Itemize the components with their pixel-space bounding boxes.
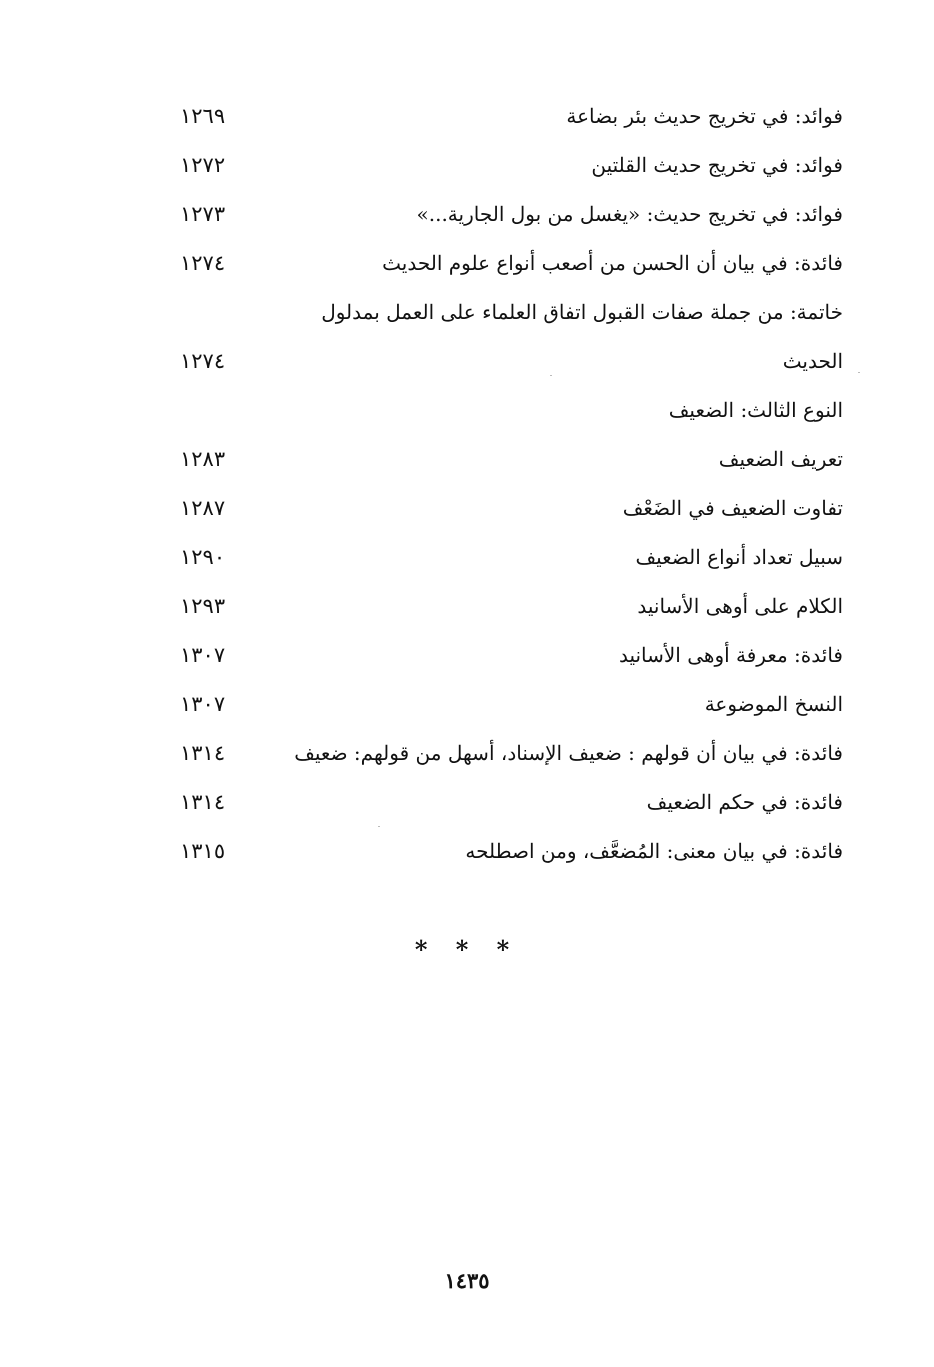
toc-entry-page: ١٣١٤ bbox=[180, 790, 226, 814]
page-number: ١٤٣٥ bbox=[444, 1268, 490, 1293]
scan-speck bbox=[550, 375, 552, 376]
toc-entry-title: الكلام على أوهى الأسانيد bbox=[637, 594, 843, 618]
toc-entry-page: ١٣١٥ bbox=[180, 839, 226, 863]
toc-entry bbox=[180, 731, 843, 780]
toc-entry-title: سبيل تعداد أنواع الضعيف bbox=[635, 545, 843, 569]
toc-entry-title: فائدة: في بيان أن الحسن من أصعب أنواع علوم الحديث bbox=[382, 251, 843, 275]
toc-entry-page: ١٣١٤ bbox=[180, 741, 226, 765]
toc-entry-page: ١٢٧٣ bbox=[180, 202, 226, 226]
toc-entry bbox=[180, 143, 843, 192]
toc-section-heading bbox=[180, 388, 843, 437]
toc-entry-title: تعريف الضعيف bbox=[718, 447, 843, 471]
toc-entry bbox=[180, 486, 843, 535]
scan-speck bbox=[378, 826, 380, 827]
toc-entry bbox=[180, 633, 843, 682]
toc-entry-page: ١٢٩٣ bbox=[180, 594, 226, 618]
toc-entry-title: النسخ الموضوعة bbox=[704, 692, 843, 716]
toc-entry bbox=[180, 339, 843, 388]
toc-entry-page: ١٣٠٧ bbox=[180, 692, 226, 716]
table-of-contents bbox=[180, 94, 843, 878]
toc-entry bbox=[180, 241, 843, 290]
toc-entry bbox=[180, 682, 843, 731]
toc-entry bbox=[180, 584, 843, 633]
toc-entry-title: الحديث bbox=[782, 349, 843, 373]
toc-entry-title: فائدة: في حكم الضعيف bbox=[646, 790, 843, 814]
scan-speck bbox=[858, 372, 860, 373]
toc-entry-title: فائدة: معرفة أوهى الأسانيد bbox=[618, 643, 843, 667]
toc-entry bbox=[180, 535, 843, 584]
toc-entry-title: فوائد: في تخريج حديث: «يغسل من بول الجارية...» bbox=[416, 202, 843, 226]
toc-entry-page: ١٢٧٤ bbox=[180, 251, 226, 275]
toc-entry bbox=[180, 290, 843, 339]
toc-entry-title: تفاوت الضعيف في الضَعْف bbox=[622, 496, 843, 520]
toc-entry bbox=[180, 780, 843, 829]
toc-entry bbox=[180, 437, 843, 486]
toc-entry bbox=[180, 192, 843, 241]
toc-entry-title: فوائد: في تخريج حديث القلتين bbox=[591, 153, 843, 177]
toc-entry-page: ١٣٠٧ bbox=[180, 643, 226, 667]
toc-entry-title: خاتمة: من جملة صفات القبول اتفاق العلماء على العمل بمدلول bbox=[321, 300, 843, 324]
toc-entry bbox=[180, 94, 843, 143]
toc-entry-page: ١٢٧٤ bbox=[180, 349, 226, 373]
toc-entry bbox=[180, 829, 843, 878]
toc-entry-page: ١٢٩٠ bbox=[180, 545, 226, 569]
toc-section-title: النوع الثالث: الضعيف bbox=[668, 398, 843, 422]
toc-entry-title: فائدة: في بيان معنى: المُضعَّف، ومن اصطلحه bbox=[465, 839, 843, 863]
toc-entry-page: ١٢٦٩ bbox=[180, 104, 226, 128]
toc-entry-title: فوائد: في تخريج حديث بئر بضاعة bbox=[566, 104, 843, 128]
toc-entry-page: ١٢٨٣ bbox=[180, 447, 226, 471]
toc-entry-page: ١٢٨٧ bbox=[180, 496, 226, 520]
section-separator: * * * bbox=[414, 935, 520, 964]
toc-entry-title: فائدة: في بيان أن قولهم : ضعيف الإسناد، أسهل من قولهم: ضعيف bbox=[294, 741, 843, 765]
toc-entry-page: ١٢٧٢ bbox=[180, 153, 226, 177]
